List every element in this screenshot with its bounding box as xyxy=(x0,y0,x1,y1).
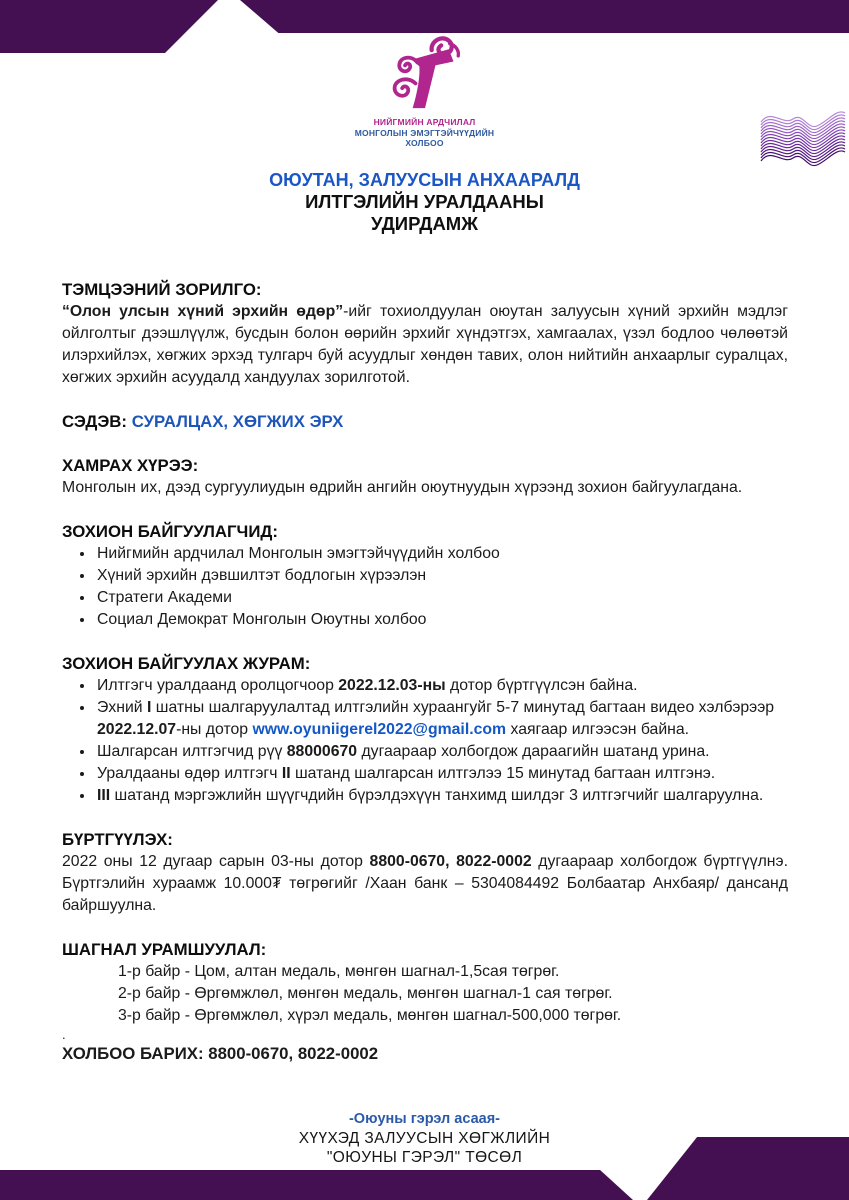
bold-stage: II xyxy=(281,765,291,782)
title-line3: УДИРДАМЖ xyxy=(371,213,478,234)
bold-stage: I xyxy=(147,699,152,716)
purpose-bold-phrase: “Олон улсын хүний эрхийн өдөр” xyxy=(62,303,344,320)
stray-dot: . xyxy=(62,1027,66,1042)
org-logo xyxy=(0,34,849,149)
logo-text-line3: ХОЛБОО xyxy=(405,138,444,148)
topic-line xyxy=(62,411,788,433)
text: Илтгэгч уралдаанд оролцогчоор xyxy=(97,677,339,694)
text: хаягаар илгээсэн байна. xyxy=(506,721,690,738)
section-scope-heading: ХАМРАХ ХҮРЭЭ: xyxy=(62,456,199,475)
top-purple-band xyxy=(240,0,849,33)
footer-line2: ХҮҮХЭД ЗАЛУУСЫН ХӨГЖЛИЙН xyxy=(298,1130,551,1147)
text: Эхний xyxy=(97,699,148,716)
logo-text-line1: НИЙГМИЙН АРДЧИЛАЛ xyxy=(373,117,476,127)
purpose-paragraph xyxy=(62,301,788,389)
title-line2: ИЛТГЭЛИЙН УРАЛДААНЫ xyxy=(305,191,544,212)
list-item xyxy=(95,785,788,807)
scope-paragraph: Монголын их, дээд сургуулиудын өдрийн ангийн оюутнуудын хүрээнд зохион байгуулагдана. xyxy=(62,479,743,496)
title-attention-line: ОЮУТАН, ЗАЛУУСЫН АНХААРАЛД xyxy=(269,170,580,190)
document-title xyxy=(0,169,849,235)
logo-text-line2: МОНГОЛЫН ЭМЭГТЭЙЧҮҮДИЙН xyxy=(354,127,495,138)
section-organizers-heading: ЗОХИОН БАЙГУУЛАГЧИД: xyxy=(62,522,278,541)
list-item: • Стратеги Академи xyxy=(95,587,788,609)
section-registration-heading: БҮРТГҮҮЛЭХ: xyxy=(62,830,173,849)
list-item: • Социал Демократ Монголын Оюутны холбоо xyxy=(95,609,788,631)
bold-date: 2022.12.03-ны xyxy=(338,677,446,694)
contact-line: ХОЛБОО БАРИХ: 8800-0670, 8022-0002 xyxy=(62,1044,379,1063)
procedure-list xyxy=(62,675,788,807)
list-item: • Хүний эрхийн дэвшилтэт бодлогын хүрээлэн xyxy=(95,565,788,587)
text: дугаараар холбогдож дараагийн шатанд урина. xyxy=(357,743,710,760)
footer-slogan: -Оюуны гэрэл асаая- xyxy=(348,1111,501,1127)
logo-swirl-figure-icon xyxy=(377,34,473,110)
section-procedure-heading: ЗОХИОН БАЙГУУЛАХ ЖУРАМ: xyxy=(62,654,311,673)
prize-line-1: 1-р байр - Цом, алтан медаль, мөнгөн шагнал-1,5сая төгрөг. xyxy=(118,963,560,980)
text: -ны дотор xyxy=(176,721,253,738)
organizers-list xyxy=(62,543,788,631)
bold-stage: III xyxy=(97,787,111,804)
topic-label: СЭДЭВ: xyxy=(62,412,128,431)
text: шатанд шалгарсан илтгэлээ 15 минутад багтаан илтгэнэ. xyxy=(290,765,716,782)
text: дотор бүртгүүлсэн байна. xyxy=(445,677,638,694)
list-item xyxy=(95,675,788,697)
topic-value: СУРАЛЦАХ, ХӨГЖИХ ЭРХ xyxy=(131,412,344,431)
list-item xyxy=(95,741,788,763)
text: Уралдааны өдөр илтгэгч xyxy=(97,765,282,782)
footer-line3: "ОЮУНЫ ГЭРЭЛ" ТӨСӨЛ xyxy=(326,1149,523,1166)
document-body xyxy=(62,279,788,1065)
list-item xyxy=(95,697,788,741)
purpose-text: -ийг тохиолдуулан оюутан залуусын хүний эрхийн мэдлэг ойлголтыг дээшлүүлж, бусдын болон өөрийн эрхийг хүндэтгэх, хамгаалах, үзэл бодлоо чөлөөтэй илэрхийлэх, хөгжих эрхэд тулгарч буй асуудлыг хөндөн тавих, олон нийтийн анхаарлыг суралцах, хөгжих эрхийн асуудалд хандуулах зорилготой. xyxy=(62,303,788,386)
prize-line-3: 3-р байр - Өргөмжлөл, хүрэл медаль, мөнгөн шагнал-500,000 төгрөг. xyxy=(118,1007,622,1024)
footer-block xyxy=(0,1110,849,1167)
bold-phone: 88000670 xyxy=(286,743,358,760)
text: шатны шалгаруулалтад илтгэлийн хураангуйг 5-7 минутад багтаан видео хэлбэрээр xyxy=(151,699,775,716)
list-item: • Нийгмийн ардчилал Монголын эмэгтэйчүүдийн холбоо xyxy=(95,543,788,565)
registration-paragraph xyxy=(62,851,788,917)
bold-date: 2022.12.07 xyxy=(97,721,177,738)
prize-line-2: 2-р байр - Өргөмжлөл, мөнгөн медаль, мөнгөн шагнал-1 сая төгрөг. xyxy=(118,985,613,1002)
text: 2022 оны 12 дугаар сарын 03-ны дотор xyxy=(62,853,370,870)
text: Шалгарсан илтгэгчид рүү xyxy=(97,743,287,760)
text: дугаараар холбогдож бүртгүүлнэ. Бүртгэлийн хураамж 10.000₮ төгрөгийг /Хаан банк – 5304084492 Болбаатар Анхбаяр/ дансанд байршуулна. xyxy=(62,853,788,914)
email-link[interactable]: www.oyuniigerel2022@gmail.com xyxy=(252,721,507,738)
section-prizes-heading: ШАГНАЛ УРАМШУУЛАЛ: xyxy=(62,940,267,959)
text: шатанд мэргэжлийн шүүгчдийн бүрэлдэхүүн танхимд шилдэг 3 илтгэгчийг шалгаруулна. xyxy=(110,787,764,804)
bold-phones: 8800-0670, 8022-0002 xyxy=(369,853,532,870)
list-item xyxy=(95,763,788,785)
section-purpose-heading: ТЭМЦЭЭНИЙ ЗОРИЛГО: xyxy=(62,280,262,299)
bottom-purple-band xyxy=(0,1170,633,1200)
